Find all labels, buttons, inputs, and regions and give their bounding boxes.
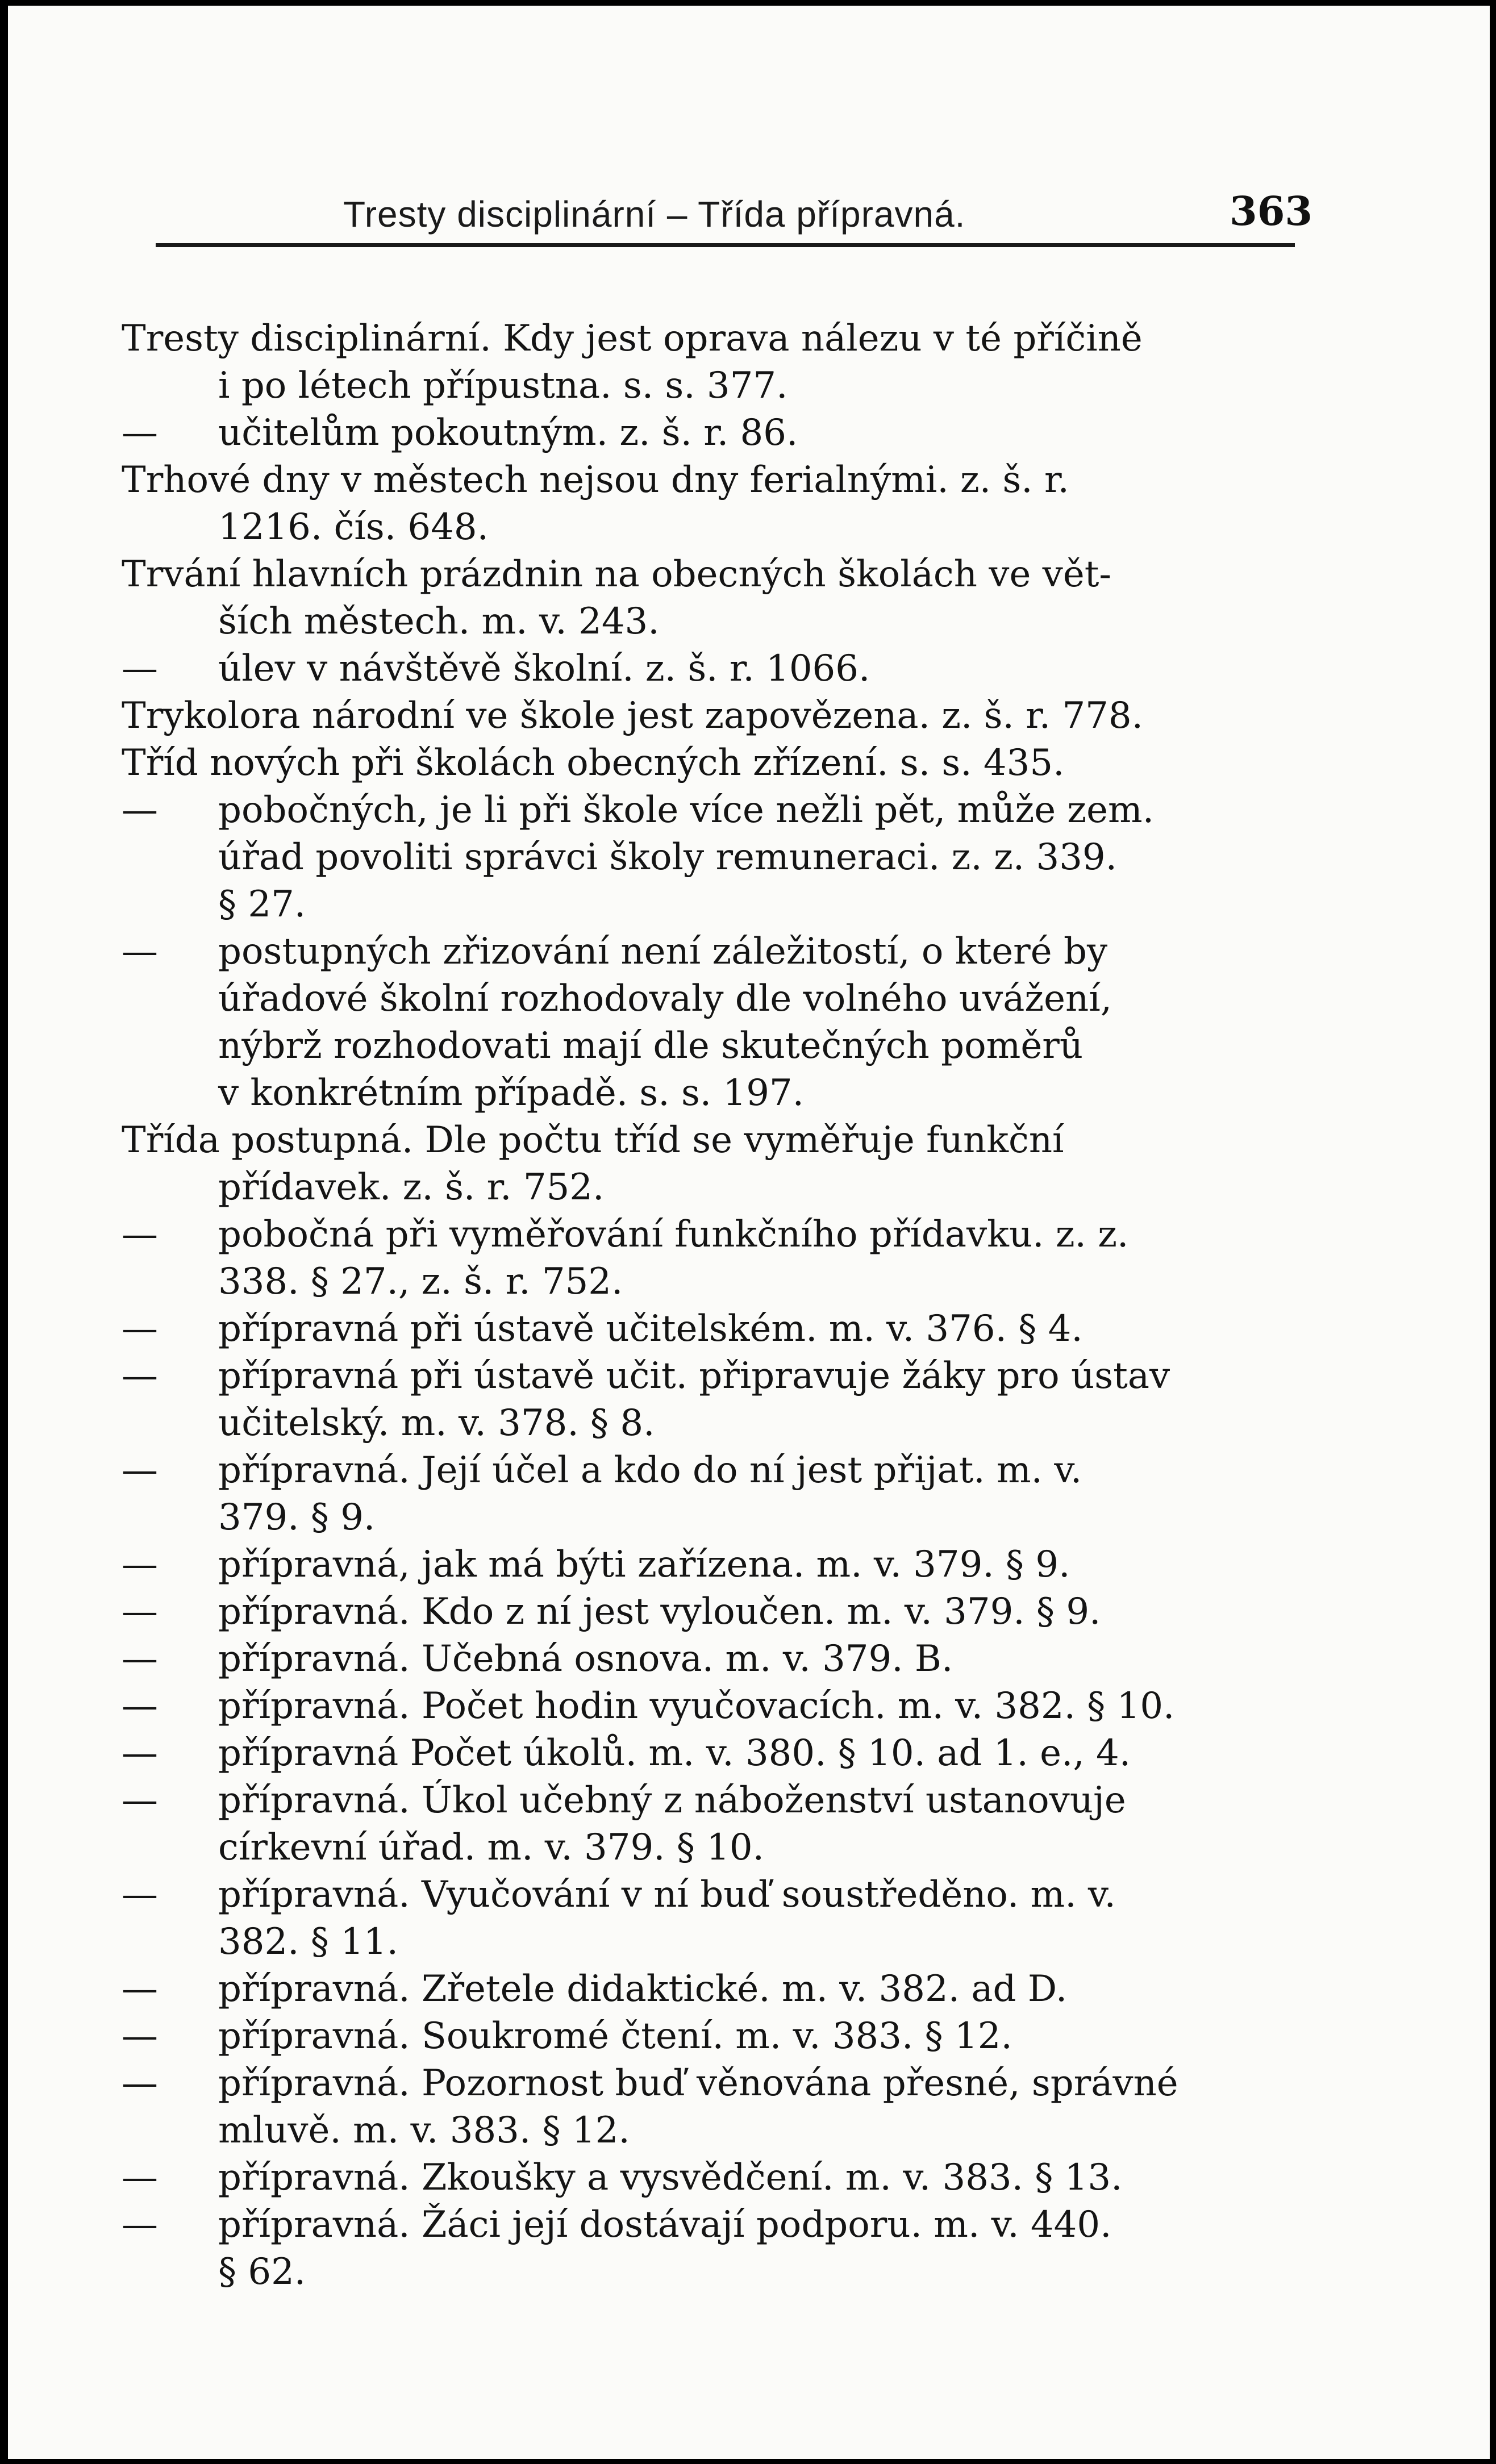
index-line-text: přípravná při ústavě učitelském. m. v. 376. § 4. xyxy=(218,1308,1083,1350)
index-line xyxy=(122,2107,1303,2154)
index-line xyxy=(122,2013,1303,2060)
continuation-dash: — xyxy=(122,1874,158,1916)
index-line xyxy=(122,2249,1303,2296)
continuation-dash: — xyxy=(122,1685,158,1727)
index-line xyxy=(122,1824,1303,1871)
index-line xyxy=(122,740,1303,787)
continuation-dash: — xyxy=(122,1732,158,1774)
continuation-dash: — xyxy=(122,1544,158,1586)
continuation-dash: — xyxy=(122,2062,158,2104)
index-line xyxy=(122,1164,1303,1211)
index-line xyxy=(122,787,1303,834)
index-line-text: Tříd nových při školách obecných zřízení. s. s. 435. xyxy=(122,742,1065,784)
index-line xyxy=(122,1117,1303,1164)
index-line-text: církevní úřad. m. v. 379. § 10. xyxy=(218,1827,764,1869)
index-line xyxy=(122,2202,1303,2249)
index-line-text: v konkrétním případě. s. s. 197. xyxy=(218,1072,804,1114)
index-line xyxy=(122,1589,1303,1636)
index-line xyxy=(122,1966,1303,2013)
continuation-dash: — xyxy=(122,1638,158,1680)
index-line-text: 1216. čís. 648. xyxy=(218,506,489,548)
index-line xyxy=(122,2154,1303,2202)
index-line xyxy=(122,693,1303,740)
index-line xyxy=(122,1494,1303,1541)
index-line xyxy=(122,881,1303,928)
continuation-dash: — xyxy=(122,1214,158,1256)
index-line-text: učitelům pokoutným. z. š. r. 86. xyxy=(218,412,798,454)
index-line xyxy=(122,1636,1303,1683)
index-line xyxy=(122,834,1303,881)
index-line xyxy=(122,2060,1303,2107)
index-line xyxy=(122,1023,1303,1070)
index-line-text: přídavek. z. š. r. 752. xyxy=(218,1166,605,1208)
index-line-text: přípravná. Její účel a kdo do ní jest přijat. m. v. xyxy=(218,1449,1082,1491)
index-line-text: 338. § 27., z. š. r. 752. xyxy=(218,1261,623,1303)
continuation-dash: — xyxy=(122,789,158,831)
index-line-text: úlev v návštěvě školní. z. š. r. 1066. xyxy=(218,648,870,690)
index-line-text: přípravná při ústavě učit. připravuje žáky pro ústav xyxy=(218,1355,1170,1397)
index-line-text: i po létech přípustna. s. s. 377. xyxy=(218,365,788,407)
index-line-text: pobočných, je li při škole více nežli pět, může zem. xyxy=(218,789,1155,831)
index-line xyxy=(122,1683,1303,1730)
index-line-text: přípravná. Vyučování v ní buď soustředěno. m. v. xyxy=(218,1874,1116,1916)
index-line xyxy=(122,1919,1303,1966)
header-rule xyxy=(156,243,1295,247)
index-line xyxy=(122,457,1303,504)
index-line-text: ších městech. m. v. 243. xyxy=(218,601,660,643)
index-line-text: Tresty disciplinární. Kdy jest oprava nálezu v té příčině xyxy=(122,318,1143,360)
continuation-dash: — xyxy=(122,931,158,973)
index-entries xyxy=(122,315,1303,2296)
index-line-text: přípravná. Učebná osnova. m. v. 379. B. xyxy=(218,1638,953,1680)
running-header-title: Tresty disciplinární – Třída přípravná. xyxy=(343,194,966,235)
continuation-dash: — xyxy=(122,2015,158,2057)
index-line xyxy=(122,1777,1303,1824)
index-line-text: přípravná. Kdo z ní jest vyloučen. m. v. 379. § 9. xyxy=(218,1591,1101,1633)
index-line xyxy=(122,1871,1303,1919)
index-line-text: přípravná. Pozornost buď věnována přesné, správné xyxy=(218,2062,1178,2104)
continuation-dash: — xyxy=(122,2157,158,2199)
continuation-dash: — xyxy=(122,2204,158,2246)
index-line-text: pobočná při vyměřování funkčního přídavku. z. z. xyxy=(218,1214,1129,1256)
continuation-dash: — xyxy=(122,1308,158,1350)
index-line-text: Trhové dny v městech nejsou dny ferialnými. z. š. r. xyxy=(122,459,1069,501)
index-line xyxy=(122,410,1303,457)
index-line-text: § 62. xyxy=(218,2251,306,2293)
book-page xyxy=(8,6,1490,2459)
index-line-text: přípravná, jak má býti zařízena. m. v. 379. § 9. xyxy=(218,1544,1070,1586)
index-line-text: mluvě. m. v. 383. § 12. xyxy=(218,2109,630,2152)
index-line xyxy=(122,1353,1303,1400)
index-line-text: § 27. xyxy=(218,883,306,925)
continuation-dash: — xyxy=(122,412,158,454)
page-number: 363 xyxy=(1230,187,1313,235)
index-line xyxy=(122,551,1303,598)
index-line xyxy=(122,1211,1303,1258)
continuation-dash: — xyxy=(122,1449,158,1491)
index-line xyxy=(122,1730,1303,1777)
index-line xyxy=(122,362,1303,410)
index-line xyxy=(122,598,1303,645)
index-line-text: 379. § 9. xyxy=(218,1496,376,1539)
index-line-text: přípravná. Počet hodin vyučovacích. m. v. 382. § 10. xyxy=(218,1685,1175,1727)
index-line xyxy=(122,1070,1303,1117)
index-line-text: Třída postupná. Dle počtu tříd se vyměřuje funkční xyxy=(122,1119,1064,1161)
index-line-text: nýbrž rozhodovati mají dle skutečných poměrů xyxy=(218,1025,1084,1067)
index-line-text: Trvání hlavních prázdnin na obecných školách ve vět- xyxy=(122,553,1112,595)
index-line-text: Trykolora národní ve škole jest zapovězena. z. š. r. 778. xyxy=(122,695,1143,737)
index-line xyxy=(122,504,1303,551)
index-line-text: úřad povoliti správci školy remuneraci. z. z. 339. xyxy=(218,836,1117,878)
index-line-text: přípravná. Úkol učebný z náboženství ustanovuje xyxy=(218,1779,1126,1821)
continuation-dash: — xyxy=(122,1355,158,1397)
index-line-text: úřadové školní rozhodovaly dle volného uvážení, xyxy=(218,978,1112,1020)
index-line-text: přípravná. Soukromé čtení. m. v. 383. § 12. xyxy=(218,2015,1012,2057)
index-line xyxy=(122,315,1303,362)
index-line xyxy=(122,645,1303,693)
index-line-text: postupných zřizování není záležitostí, o které by xyxy=(218,931,1108,973)
index-line xyxy=(122,928,1303,975)
index-line xyxy=(122,1541,1303,1589)
index-line-text: učitelský. m. v. 378. § 8. xyxy=(218,1402,655,1444)
index-line xyxy=(122,1306,1303,1353)
index-line xyxy=(122,975,1303,1023)
index-line-text: přípravná Počet úkolů. m. v. 380. § 10. ad 1. e., 4. xyxy=(218,1732,1131,1774)
index-line-text: přípravná. Zřetele didaktické. m. v. 382. ad D. xyxy=(218,1968,1068,2010)
index-line-text: přípravná. Zkoušky a vysvědčení. m. v. 383. § 13. xyxy=(218,2157,1123,2199)
index-line xyxy=(122,1400,1303,1447)
continuation-dash: — xyxy=(122,1779,158,1821)
continuation-dash: — xyxy=(122,1968,158,2010)
index-line xyxy=(122,1447,1303,1494)
index-line-text: 382. § 11. xyxy=(218,1921,398,1963)
continuation-dash: — xyxy=(122,1591,158,1633)
continuation-dash: — xyxy=(122,648,158,690)
index-line-text: přípravná. Žáci její dostávají podporu. m. v. 440. xyxy=(218,2204,1112,2246)
index-line xyxy=(122,1258,1303,1306)
